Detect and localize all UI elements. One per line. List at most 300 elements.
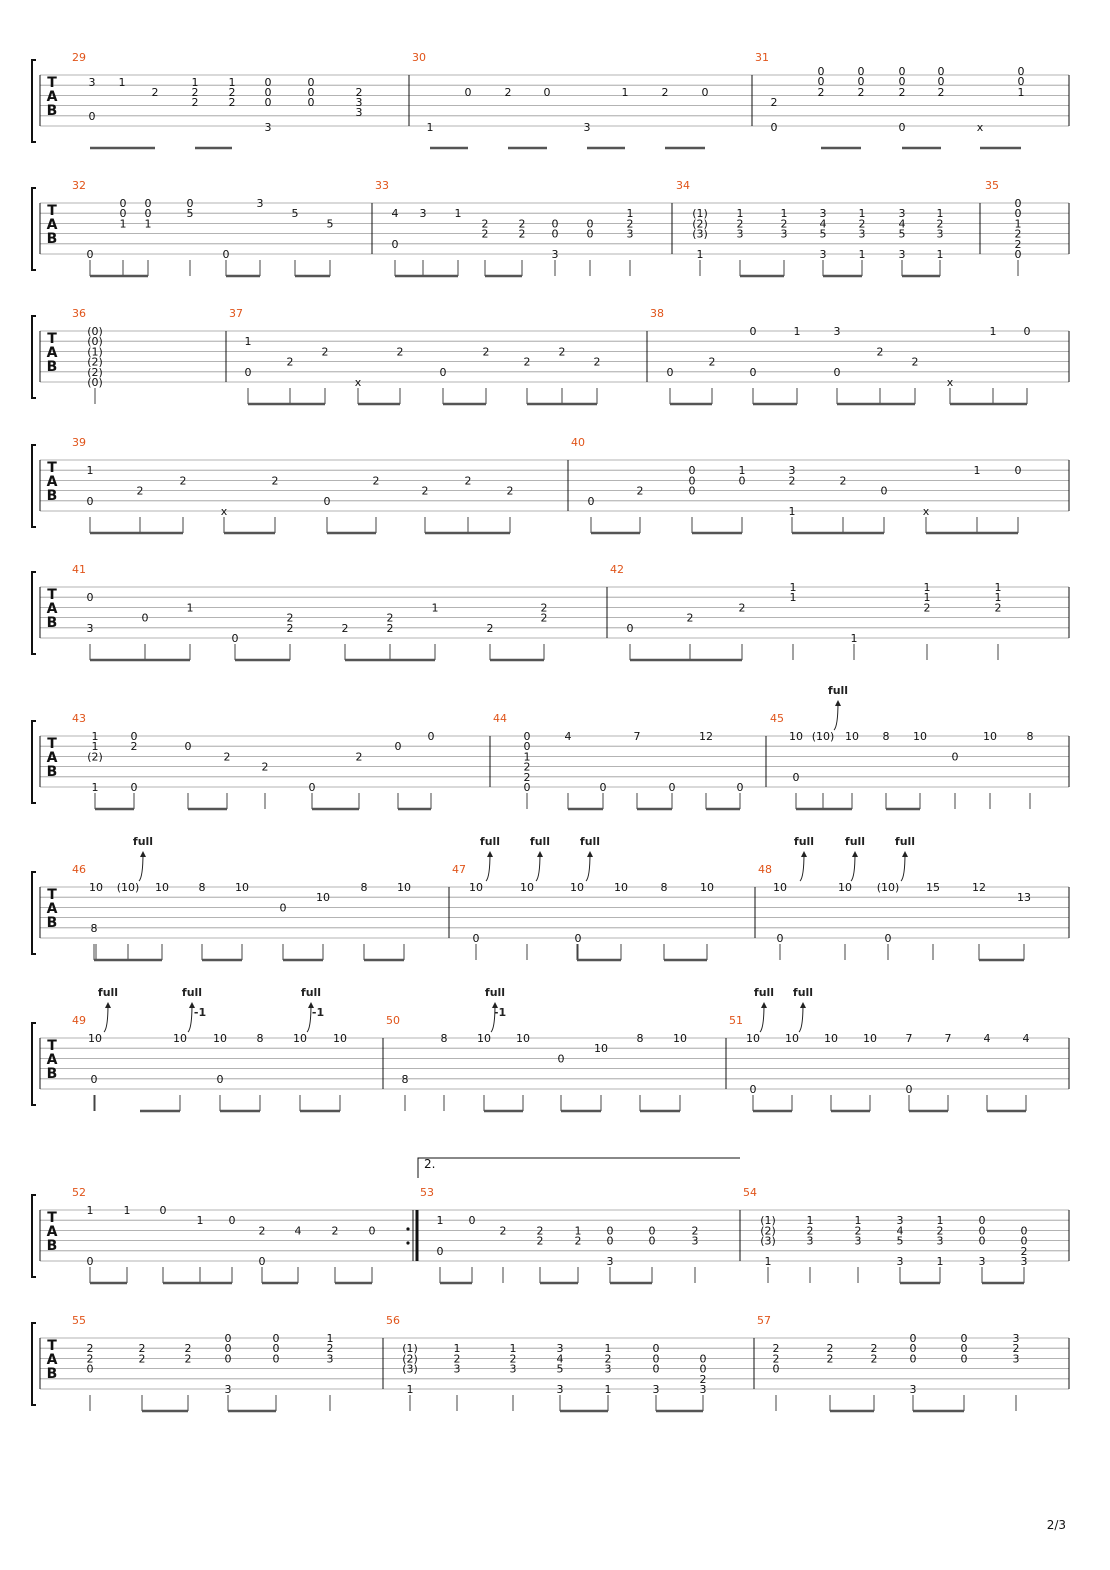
fret-number: 0 [586,227,594,241]
fret-number: 0 [951,750,959,764]
fret-number: 0 [1017,75,1025,88]
fret-number: 0 [1014,207,1022,221]
fret-number: 2 [86,1342,94,1356]
fret-number: 3 [88,76,96,89]
repeat-dot [406,1227,409,1230]
fret-number: 0 [960,1332,968,1345]
bend-arrowhead [852,851,858,857]
fret-number: 0 [574,932,582,945]
fret-number: 2 [518,217,526,231]
fret-number: 1 [436,1214,444,1228]
fret-number: 0 [88,110,96,123]
fret-number: 7 [905,1032,913,1045]
fret-number: 1 [736,207,744,221]
measure-number: 45 [770,712,784,725]
fret-number: 0 [736,781,744,794]
fret-number: 1 [123,1204,131,1217]
fret-number: 1 [604,1342,612,1356]
measure-number: 48 [758,863,772,876]
fret-number: 1 [806,1214,814,1228]
fret-number: x [946,376,954,389]
fret-number: 0 [817,65,825,78]
fret-number: 0 [978,1214,986,1228]
fret-number: 3 [788,464,796,478]
fret-number: 1 [326,1332,334,1345]
fret-number: 2 [261,760,269,774]
fret-number: 2 [661,86,669,99]
fret-number: 1 [228,76,236,89]
fret-number: (1) [402,1342,418,1356]
fret-number: (2) [87,355,103,369]
measure-number: 41 [72,563,86,576]
fret-number: 1 [973,464,981,478]
fret-number: 1 [994,581,1002,594]
fret-number: 3 [355,106,363,119]
fret-number: 2 [386,621,394,635]
fret-number: 3 [1012,1332,1020,1345]
fret-number: 1 [738,464,746,478]
fret-number: (10) [876,881,900,894]
fret-number: x [220,505,228,518]
fret-number: (0) [87,325,103,338]
fret-number: 0 [898,65,906,78]
fret-number: (3) [402,1362,418,1376]
fret-number: 3 [780,227,788,241]
fret-number: 5 [326,217,334,231]
fret-number: 1 [793,325,801,338]
tab-letter: T [47,331,57,347]
fret-number: (0) [87,376,103,389]
fret-number: 4 [898,217,906,231]
bend-arrow [307,1004,311,1032]
fret-number: 0 [222,248,230,261]
fret-number: 1 [454,207,462,221]
fret-number: 3 [551,248,559,261]
fret-number: 2 [341,621,349,635]
fret-number: 2 [1012,1342,1020,1356]
fret-number: 0 [699,1352,707,1366]
fret-number: (2) [760,1224,776,1238]
fret-number: 8 [1026,730,1034,743]
fret-number: 1 [994,591,1002,605]
fret-number: 2 [151,86,159,99]
tab-letter: B [46,615,58,631]
staff-bracket [32,60,36,142]
fret-number: 0 [909,1342,917,1356]
fret-number: 2 [136,484,144,498]
bend-arrowhead [537,851,543,857]
bend-label: full [793,835,815,848]
bend-arrow [104,1004,108,1032]
fret-number: 0 [749,1083,757,1096]
tab-letter: B [46,103,58,119]
tab-letter: B [46,1066,58,1082]
measure-number: 35 [985,179,999,192]
fret-number: 10 [983,730,997,743]
fret-number: 1 [923,581,931,594]
fret-number: 1 [850,632,858,645]
fret-number: 0 [699,1362,707,1376]
fret-number: 1 [626,207,634,221]
bend-arrowhead [105,1002,111,1008]
fret-number: 3 [691,1234,699,1248]
bend-arrowhead [835,700,841,706]
bend-arrow [851,853,855,881]
fret-number: 0 [90,1072,98,1086]
fret-number: 3 [854,1234,862,1248]
tab-letter: A [46,1224,58,1240]
fret-number: 1 [936,207,944,221]
fret-number: 2 [936,1224,944,1238]
fret-number: (2) [402,1352,418,1366]
bend-label: full [579,835,601,848]
staff-bracket [32,872,36,954]
fret-number: 1 [858,248,866,261]
measure-number: 46 [72,863,86,876]
staff-bracket [32,721,36,803]
fret-number: 3 [896,1214,904,1228]
fret-number: 0 [224,1352,232,1366]
fret-number: 2 [482,345,490,359]
fret-number: 3 [1012,1352,1020,1366]
fret-number: 10 [824,1032,838,1045]
fret-number: 0 [258,1255,266,1268]
fret-number: 1 [574,1224,582,1238]
fret-number: 2 [699,1372,707,1386]
fret-number: (1) [760,1214,776,1228]
fret-number: 0 [666,365,674,379]
fret-number: 1 [186,601,194,615]
fret-number: 2 [540,611,548,625]
fret-number: 5 [898,227,906,241]
fret-number: 0 [652,1342,660,1356]
fret-number: 2 [523,355,531,369]
fret-number: 0 [159,1204,167,1217]
fret-number: 10 [594,1042,608,1056]
fret-number: 2 [826,1342,834,1356]
fret-number: 1 [621,86,629,99]
bend-label: full [484,986,506,999]
fret-number: 1 [118,76,126,89]
bend-arrowhead [487,851,493,857]
fret-number: 10 [173,1032,187,1045]
measure-number: 33 [375,179,389,192]
fret-number: 2 [191,96,199,109]
fret-number: 3 [736,227,744,241]
fret-number: 12 [972,881,986,894]
fret-number: 0 [978,1234,986,1248]
fret-number: 2 [806,1224,814,1238]
fret-number: 2 [593,355,601,369]
fret-number: 2 [518,227,526,241]
fret-number: 1 [854,1214,862,1228]
fret-number: 2 [191,86,199,99]
fret-number: 2 [857,86,865,99]
fret-number: 0 [439,365,447,379]
fret-number: 4 [556,1352,564,1366]
fret-number: 0 [937,75,945,88]
fret-number: 1 [426,121,434,134]
fret-number: 0 [1023,325,1031,338]
fret-number: 2 [326,1342,334,1356]
fret-number: 2 [138,1342,146,1356]
fret-number: 10 [746,1032,760,1045]
tab-letter: B [46,231,58,247]
fret-number: 10 [293,1032,307,1045]
tab-letter: A [46,1052,58,1068]
fret-number: 1 [936,1214,944,1228]
fret-number: 10 [316,891,330,905]
fret-number: 5 [556,1362,564,1376]
fret-number: 1 [431,601,439,615]
fret-number: 0 [264,96,272,109]
fret-number: 1 [780,207,788,221]
fret-number: 2 [686,611,694,625]
tab-letter: B [46,1366,58,1382]
fret-number: 2 [223,750,231,764]
fret-number: 3 [819,207,827,221]
fret-number: 2 [636,484,644,498]
staff-bracket [32,445,36,527]
fret-number: 2 [854,1224,862,1238]
fret-number: 2 [708,355,716,369]
fret-number: 0 [688,484,696,498]
tab-letter: A [46,1352,58,1368]
fret-number: 3 [556,1383,564,1396]
fret-number: 0 [436,1244,444,1258]
fret-number: 2 [372,474,380,488]
bend-label: full [529,835,551,848]
fret-number: 2 [691,1224,699,1238]
bend-arrow [486,853,490,881]
fret-number: 3 [898,207,906,221]
fret-number: 0 [668,781,676,794]
measure-number: 40 [571,436,585,449]
fret-number: 10 [333,1032,347,1045]
fret-number: 8 [636,1032,644,1045]
bend-arrowhead [801,851,807,857]
bend-arrowhead [761,1002,767,1008]
tab-letter: B [46,359,58,375]
fret-number: 2 [1014,237,1022,251]
fret-number: 0 [688,474,696,488]
fret-number: 10 [520,881,534,894]
fret-number: 0 [551,227,559,241]
fret-number: 0 [272,1332,280,1345]
fret-number: 3 [509,1362,517,1376]
fret-number: 0 [909,1332,917,1345]
fret-number: 2 [772,1342,780,1356]
bend-label: full [300,986,322,999]
fret-number: 0 [551,217,559,231]
fret-number: 2 [738,601,746,615]
fret-number: 4 [819,217,827,231]
tab-letter: T [47,736,57,752]
fret-number: 1 [523,750,531,764]
fret-number: 15 [926,881,940,894]
fret-number: 10 [397,881,411,894]
measure-number: 49 [72,1014,86,1027]
fret-number: 3 [833,325,841,338]
tab-letter: B [46,915,58,931]
fret-number: 0 [86,494,94,508]
tab-letter: A [46,89,58,105]
fret-number: 0 [323,494,331,508]
fret-number: 2 [870,1342,878,1356]
fret-number: 1 [858,207,866,221]
fret-number: 2 [770,96,778,109]
fret-number: 2 [486,621,494,635]
fret-number: 0 [1017,65,1025,78]
fret-number: 0 [119,207,127,221]
fret-number: 3 [652,1383,660,1396]
bend-arrow [834,702,838,730]
bend-label: full [827,684,849,697]
tab-letter: A [46,601,58,617]
release-label: -1 [311,1006,325,1019]
fret-number: 10 [789,730,803,743]
staff-bracket [32,188,36,270]
fret-number: 7 [633,730,641,743]
fret-number: 1 [789,581,797,594]
fret-number: 10 [845,730,859,743]
fret-number: 0 [1020,1224,1028,1238]
fret-number: 0 [543,86,551,99]
fret-number: 4 [391,207,399,221]
fret-number: 2 [130,740,138,754]
measure-number: 51 [729,1014,743,1027]
bend-label: full [844,835,866,848]
fret-number: 0 [464,86,472,99]
measure-number: 57 [757,1314,771,1327]
measure-number: 34 [676,179,690,192]
measure-number: 43 [72,712,86,725]
fret-number: 0 [738,474,746,488]
bend-arrow [799,1004,803,1032]
fret-number: 0 [86,591,94,605]
fret-number: 1 [86,1204,94,1217]
fret-number: 3 [355,96,363,109]
fret-number: 2 [626,217,634,231]
bend-arrow [536,853,540,881]
fret-number: 0 [648,1234,656,1248]
fret-number: 0 [394,740,402,754]
fret-number: 0 [909,1352,917,1366]
bend-arrow [139,853,143,881]
fret-number: 0 [857,65,865,78]
fret-number: 10 [213,1032,227,1045]
fret-number: (3) [692,227,708,241]
tab-letter: T [47,887,57,903]
fret-number: 1 [1014,217,1022,231]
fret-number: 2 [286,621,294,635]
fret-number: 10 [785,1032,799,1045]
fret-number: 2 [179,474,187,488]
bend-arrow [586,853,590,881]
measure-number: 31 [755,51,769,64]
fret-number: 10 [700,881,714,894]
fret-number: 2 [826,1352,834,1366]
fret-number: 1 [91,781,99,794]
fret-number: 10 [235,881,249,894]
fret-number: 2 [876,345,884,359]
bend-arrowhead [587,851,593,857]
measure-number: 39 [72,436,86,449]
fret-number: 8 [440,1032,448,1045]
tab-letter: A [46,345,58,361]
fret-number: 10 [773,881,787,894]
fret-number: 3 [583,121,591,134]
measure-number: 36 [72,307,86,320]
fret-number: 2 [321,345,329,359]
fret-number: 0 [244,365,252,379]
fret-number: 2 [994,601,1002,615]
fret-number: 0 [523,740,531,754]
fret-number: 2 [574,1234,582,1248]
volta-bracket [418,1158,740,1178]
fret-number: 0 [231,632,239,645]
fret-number: 10 [673,1032,687,1045]
fret-number: 0 [427,730,435,743]
fret-number: 3 [626,227,634,241]
measure-number: 42 [610,563,624,576]
fret-number: 3 [806,1234,814,1248]
fret-number: 10 [516,1032,530,1045]
fret-number: 0 [648,1224,656,1238]
fret-number: 0 [652,1362,660,1376]
fret-number: 10 [614,881,628,894]
measure-number: 47 [452,863,466,876]
fret-number: 0 [557,1052,565,1066]
fret-number: 0 [937,65,945,78]
fret-number: 0 [749,365,757,379]
fret-number: 0 [626,621,634,635]
fret-number: 0 [186,197,194,210]
fret-number: 2 [499,1224,507,1238]
bend-arrowhead [800,1002,806,1008]
fret-number: 0 [279,901,287,915]
fret-number: 2 [504,86,512,99]
staff-bracket [32,572,36,654]
fret-number: 0 [749,325,757,338]
tab-letter: T [47,1038,57,1054]
fret-number: 1 [936,248,944,261]
fret-number: 1 [453,1342,461,1356]
fret-number: 1 [788,505,796,518]
fret-number: 2 [558,345,566,359]
fret-number: 2 [540,601,548,615]
fret-number: 3 [326,1352,334,1366]
fret-number: 0 [272,1352,280,1366]
fret-number: (0) [87,335,103,349]
fret-number: 4 [983,1032,991,1045]
fret-number: 3 [256,197,264,210]
fret-number: 0 [960,1352,968,1366]
fret-number: 0 [772,1362,780,1376]
fret-number: 0 [1014,248,1022,261]
fret-number: 0 [468,1214,476,1228]
bend-label: full [894,835,916,848]
bend-arrow [188,1004,192,1032]
fret-number: 2 [604,1352,612,1366]
fret-number: 12 [699,730,713,743]
fret-number: 0 [184,740,192,754]
fret-number: 0 [978,1224,986,1238]
fret-number: 0 [130,730,138,743]
fret-number: 4 [896,1224,904,1238]
fret-number: 0 [1020,1234,1028,1248]
tab-letter: A [46,901,58,917]
